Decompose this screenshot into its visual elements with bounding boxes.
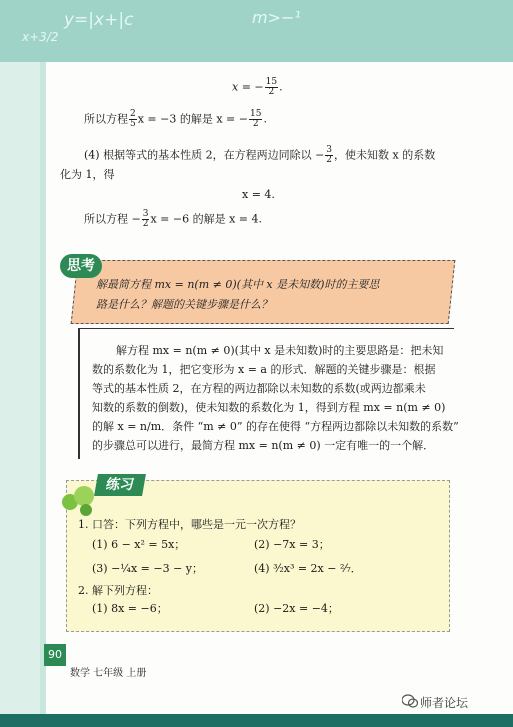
book-title: 数学 七年级 上册 — [70, 668, 147, 679]
practice-item: (4) ³⁄₂x³ = 2x − ²⁄₇． — [254, 562, 362, 575]
margin-stripe-inner — [40, 62, 46, 727]
answer-line: 解方程 mx = n(m ≠ 0)(其中 x 是未知数)时的主要思路是：把未知 — [116, 344, 444, 357]
practice-item: (1) 8x = −6； — [92, 602, 168, 615]
handwriting-formula: x+3/2 — [22, 30, 59, 44]
header-band — [0, 0, 513, 62]
practice-badge: 练习 — [94, 474, 146, 496]
solution-line: 化为 1，得 — [60, 168, 115, 181]
think-question-line: 路是什么？解题的关键步骤是什么？ — [96, 298, 272, 311]
answer-line: 的解 x = n/m．条件 “m ≠ 0” 的存在使得 “方程两边都除以未知数的系数” — [92, 420, 459, 433]
decorative-ball-icon — [80, 504, 92, 516]
think-question-box — [71, 260, 456, 324]
handwriting-formula: m>−¹ — [252, 8, 301, 27]
think-badge: 思考 — [60, 254, 102, 278]
footer-band — [0, 714, 513, 727]
chat-bubble-icon — [402, 694, 418, 708]
handwriting-formula: y=|x+|c — [64, 10, 134, 30]
practice-item: (2) −7x = 3； — [254, 538, 330, 551]
practice-item: (3) −¼x = −3 − y； — [92, 562, 204, 575]
margin-stripe — [0, 62, 40, 727]
practice-item: (1) 6 − x² = 5x； — [92, 538, 186, 551]
answer-line: 知数的系数的倒数)，使未知数的系数化为 1，得到方程 mx = n(m ≠ 0) — [92, 401, 446, 414]
solution-line: (4) 根据等式的基本性质 2，在方程两边同除以 − $\frac{3}{2}$ ，使未知数 x 的系数 — [84, 145, 436, 165]
answer-line: 等式的基本性质 2，在方程的两边都除以未知数的系数(或两边都乘未 — [92, 382, 426, 395]
solution-line: 所以方程 $\frac{2}{5}$ x = −3 的解是 x = − $\frac{15}{2}$ . — [84, 109, 267, 129]
solution-line: 所以方程 − $\frac{3}{2}$ x = −6 的解是 x = 4. — [84, 209, 262, 229]
answer-line: 的步骤总可以进行，最简方程 mx = n(m ≠ 0) 一定有唯一的一个解． — [92, 439, 435, 452]
solution-line: x = − $\frac{15}{2}$ . — [232, 77, 283, 97]
think-question-line: 解最简方程 mx = n(m ≠ 0)(其中 x 是未知数)时的主要思 — [96, 278, 380, 291]
practice-item: (2) −2x = −4； — [254, 602, 339, 615]
page-number: 90 — [44, 644, 66, 666]
practice-question: 2. 解下列方程： — [78, 584, 158, 597]
answer-line: 数的系数化为 1，把它变形为 x = a 的形式．解题的关键步骤是：根据 — [92, 363, 436, 376]
decorative-ball-icon — [74, 486, 94, 506]
solution-line: x = 4. — [242, 188, 275, 201]
practice-question: 1. 口答：下列方程中，哪些是一元一次方程？ — [78, 518, 301, 531]
watermark: 师者论坛 — [420, 696, 469, 710]
